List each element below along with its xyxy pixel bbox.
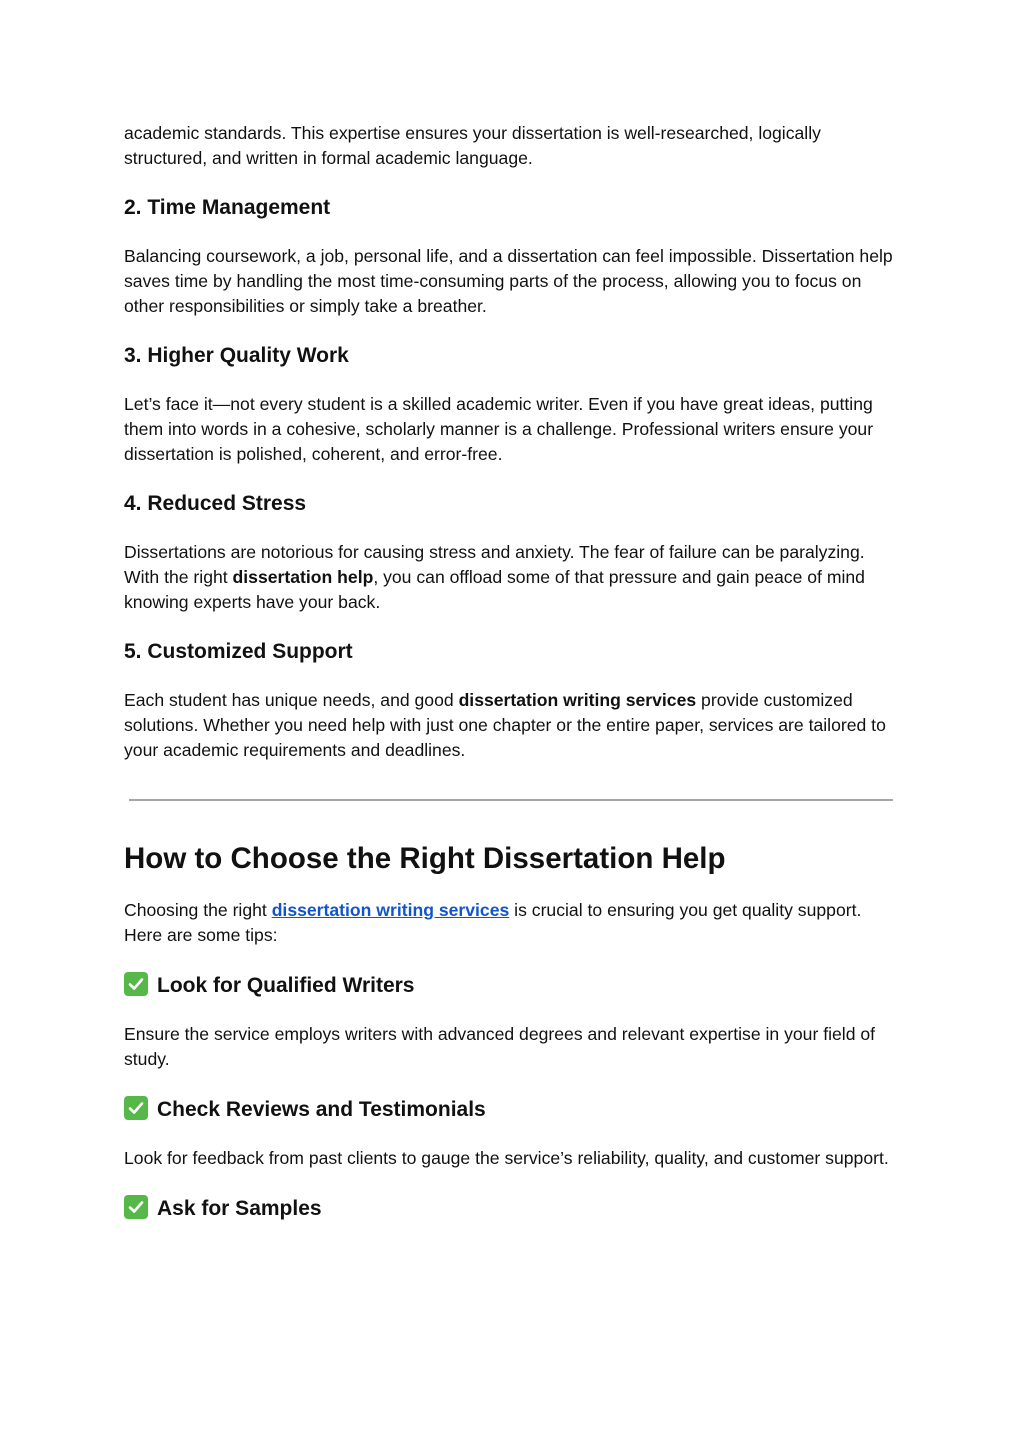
dissertation-writing-services-link[interactable]: dissertation writing services xyxy=(271,900,510,920)
bold-keyword: dissertation writing services xyxy=(458,690,697,710)
section-intro xyxy=(124,898,900,948)
tip-heading-qualified-writers xyxy=(124,972,900,999)
tip-heading-samples xyxy=(124,1195,900,1222)
benefit-heading-customized-support: 5. Customized Support xyxy=(124,640,353,663)
check-mark-icon xyxy=(124,972,148,996)
benefit-text-part: , you can offload some of that pressure and gain peace of mind knowing experts have your back. xyxy=(124,567,865,612)
document-body xyxy=(124,121,900,1222)
check-mark-icon xyxy=(124,1096,148,1120)
tip-heading-reviews xyxy=(124,1096,900,1123)
benefit-text-higher-quality: Let’s face it—not every student is a skilled academic writer. Even if you have great ideas, putting them into words in a cohesive, scholarly manner is a challenge. Professional writers ensure your dissertation is polished, coherent, and error-free. xyxy=(124,394,874,464)
benefit-text-time-management: Balancing coursework, a job, personal life, and a dissertation can feel impossible. Dissertation help saves time by handling the most time-consuming parts of the process, allowing you to focus on other responsibilities or simply take a breather. xyxy=(124,246,893,316)
tip-text-reviews: Look for feedback from past clients to gauge the service’s reliability, quality, and customer support. xyxy=(124,1148,889,1168)
bold-keyword: dissertation help xyxy=(232,567,374,587)
benefit-heading-reduced-stress: 4. Reduced Stress xyxy=(124,492,307,515)
tip-text-qualified-writers: Ensure the service employs writers with advanced degrees and relevant expertise in your field of study. xyxy=(124,1024,876,1069)
tip-heading-text: Look for Qualified Writers xyxy=(157,974,415,997)
benefit-text-reduced-stress xyxy=(124,540,900,615)
benefit-text-part: Dissertations are notorious for causing stress and anxiety. The fear of failure can be paralyzing. With the right xyxy=(124,542,865,587)
section-intro-part: is crucial to ensuring you get quality support. Here are some tips: xyxy=(124,900,862,945)
intro-paragraph: academic standards. This expertise ensures your dissertation is well-researched, logically structured, and written in formal academic language. xyxy=(124,123,821,168)
tip-heading-text: Check Reviews and Testimonials xyxy=(157,1098,486,1121)
benefit-text-customized-support xyxy=(124,688,900,763)
check-mark-icon xyxy=(124,1195,148,1219)
tip-heading-text: Ask for Samples xyxy=(157,1197,322,1220)
benefit-heading-time-management: 2. Time Management xyxy=(124,196,331,219)
benefit-text-part: Each student has unique needs, and good xyxy=(124,690,459,710)
benefit-text-part: provide customized solutions. Whether you need help with just one chapter or the entire paper, services are tailored to your academic requirements and deadlines. xyxy=(124,690,886,760)
benefit-heading-higher-quality: 3. Higher Quality Work xyxy=(124,344,349,367)
section-intro-part: Choosing the right xyxy=(124,900,272,920)
section-heading: How to Choose the Right Dissertation Help xyxy=(124,842,726,875)
